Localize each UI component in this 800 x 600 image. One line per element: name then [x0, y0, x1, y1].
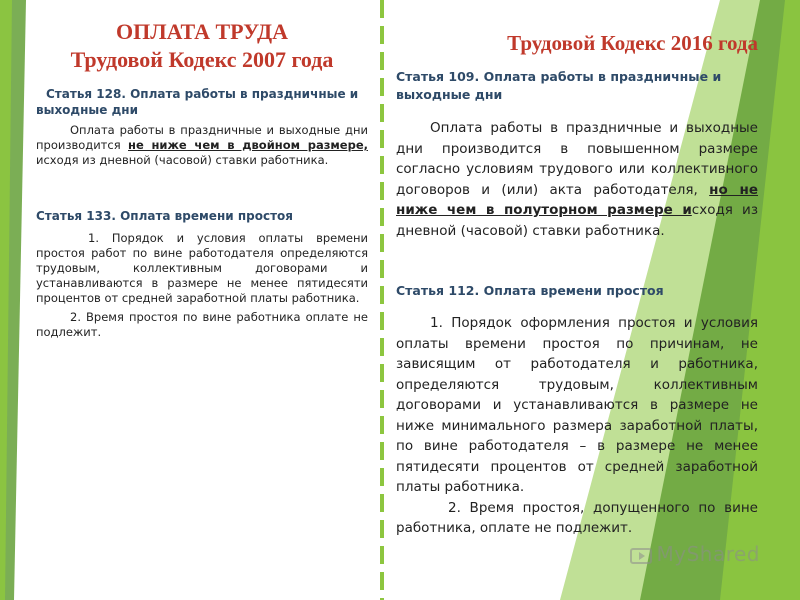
main-title: ОПЛАТА ТРУДА [115, 19, 289, 44]
article-128-text-before: Оплата работы в праздничные и выходные дни производится [36, 123, 368, 152]
right-title: Трудовой Кодекс 2016 года [507, 31, 758, 55]
article-128-text [36, 123, 368, 168]
article-128-text-after: исходя из дневной (часовой) ставки работника. [36, 153, 329, 167]
left-subtitle: Трудовой Кодекс 2007 года [70, 47, 334, 72]
right-column [396, 28, 758, 539]
article-112-heading: Статья 112. Оплата времени простоя [396, 283, 664, 298]
article-133-paragraph-1: 1. Порядок и условия оплаты времени простоя работ по вине работодателя определяются трудовым, коллективным договорами и устанавливаются в размере не менее пятидесяти процентов от средней заработной платы работника. [36, 231, 368, 305]
article-133-heading: Статья 133. Оплата времени простоя [36, 209, 293, 223]
watermark [630, 542, 760, 567]
article-109-text-after: сходя из дневной (часовой) ставки работника. [396, 202, 758, 239]
article-128-emphasis: не ниже чем в двойном размере, [128, 138, 368, 152]
article-109-heading: Статья 109. Оплата работы в праздничные и выходные дни [396, 69, 722, 102]
myshared-logo-icon [630, 544, 652, 566]
column-divider [380, 0, 384, 600]
article-109-text-before: Оплата работы в праздничные и выходные дни производится в повышенном размере согласно условиям трудового или коллективного договоров и (или) акта работодателя, [396, 120, 758, 198]
article-133-paragraph-2: 2. Время простоя по вине работника оплате не подлежит. [36, 310, 368, 339]
article-112-paragraph-2: 2. Время простоя, допущенного по вине работника, оплате не подлежит. [396, 499, 758, 536]
watermark-text: MyShared [656, 541, 760, 566]
article-109-emphasis: но не ниже чем в полуторном размере и [396, 181, 758, 218]
left-column [36, 18, 368, 340]
article-128-heading: Статья 128. Оплата работы в праздничные и выходные дни [36, 87, 359, 117]
article-109-text [396, 118, 758, 241]
article-112-paragraph-1: 1. Порядок оформления простоя и условия оплаты времени простоя по причинам, не зависящим от работодателя и работника, определяются трудовым, коллективным договорами и устанавливаются в размере не ниже минимального размера заработной платы, по вине работодателя – в размере не менее пятидесяти процентов от средней заработной платы работника. [396, 315, 758, 495]
